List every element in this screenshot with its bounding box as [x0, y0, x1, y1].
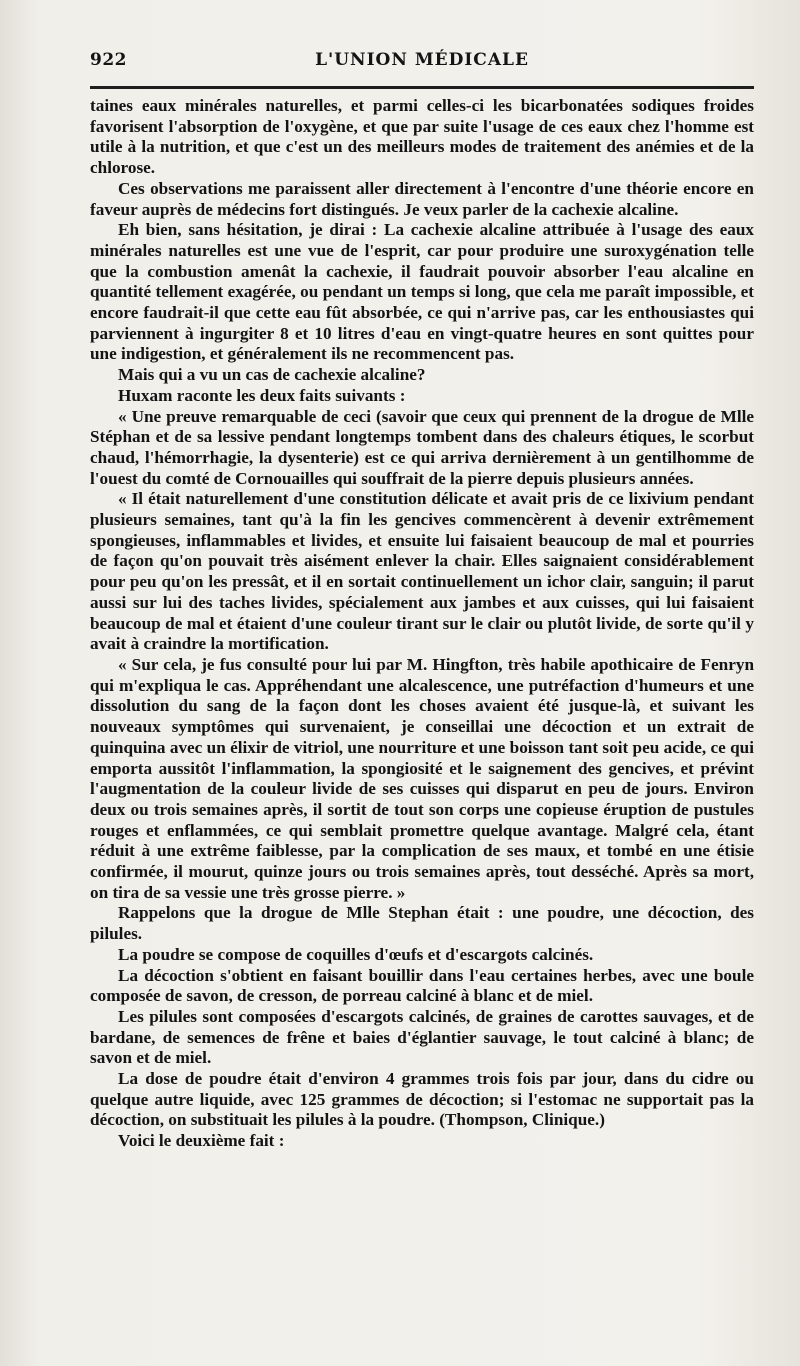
page-number: 922 [90, 50, 127, 70]
page-header [90, 50, 754, 80]
paragraph: Rappelons que la drogue de Mlle Stephan était : une poudre, une décoction, des pilules. [90, 903, 754, 944]
article-body [90, 96, 754, 1152]
header-rule [90, 86, 754, 89]
paragraph: Voici le deuxième fait : [118, 1131, 285, 1151]
paragraph: Mais qui a vu un cas de cachexie alcaline? [118, 365, 426, 385]
paragraph: taines eaux minérales naturelles, et parmi celles-ci les bicarbonatées sodiques froides favorisent l'absorption de l'oxygène, et que par suite l'usage de ces eaux chez l'homme est utile à la nutrition, et que c'est un des meilleurs modes de traitement des anémies et de la chlorose. [90, 96, 754, 178]
paragraph: La poudre se compose de coquilles d'œufs et d'escargots calcinés. [118, 944, 594, 964]
paragraph: La dose de poudre était d'environ 4 grammes trois fois par jour, dans du cidre ou quelque autre liquide, avec 125 grammes de décoction; si l'estomac ne supportait pas la décoction, on substituait les pilules à la poudre. (Thompson, Clinique.) [90, 1069, 754, 1130]
quote-paragraph: « Une preuve remarquable de ceci (savoir que ceux qui prennent de la drogue de Mlle Stéphan et de sa lessive pendant longtemps tombent dans des chaleurs étiques, le scorbut chaud, l'hémorrhagie, la dysenterie) est ce qui arriva dernièrement à un gentilhomme de l'ouest du comté de Cornouailles qui souffrait de la pierre depuis plusieurs années. [90, 406, 754, 488]
quote-paragraph: « Sur cela, je fus consulté pour lui par M. Hingfton, très habile apothicaire de Fenryn qui m'expliqua le cas. Appréhendant une alcalescence, une putréfaction d'humeurs et une dissolution du sang de la façon dont les choses avaient été jusque-là, et suivant les nouveaux symptômes qui survenaient, je conseillai une décoction et un extrait de quinquina avec un élixir de vitriol, une nourriture et une boisson tant soit peu acide, ce qui emporta aussitôt l'inflammation, la spongiosité et le saignement des gencives, et prévint l'augmentation de la couleur livide de ses cuisses qui disparut en peu de jours. Environ deux ou trois semaines après, il sortit de tout son corps une copieuse éruption de pustules rouges et enflammées, ce qui semblait promettre quelque avantage. Malgré cela, étant réduit à une extrême faiblesse, par la complication de ses maux, et tombé en une étisie confirmée, il mourut, quinze jours ou trois semaines après, tout desséché. Après sa mort, on tira de sa vessie une très grosse pierre. » [90, 654, 754, 902]
paragraph: Ces observations me paraissent aller directement à l'encontre d'une théorie encore en faveur auprès de médecins fort distingués. Je veux parler de la cachexie alcaline. [90, 178, 754, 219]
paragraph: La décoction s'obtient en faisant bouillir dans l'eau certaines herbes, avec une boule composée de savon, de cresson, de porreau calciné à blanc et de miel. [90, 965, 754, 1006]
paragraph: Eh bien, sans hésitation, je dirai : La cachexie alcaline attribuée à l'usage des eaux minérales naturelles est une vue de l'esprit, car pour produire une suroxygénation telle que la combustion amenât la cachexie, il faudrait pouvoir absorber l'eau alcaline en quantité tellement exagérée, ou pendant un temps si long, que cela me paraît impossible, et encore faudrait-il que cette eau fût absorbée, ce qui n'arrive pas, car les enthousiastes qui parviennent à ingurgiter 8 et 10 litres d'eau en vingt-quatre heures en sont quittes pour une indigestion, et généralement ils ne recommencent pas. [90, 220, 754, 364]
paragraph: Les pilules sont composées d'escargots calcinés, de graines de carottes sauvages, et de bardane, de semences de frêne et baies d'églantier sauvage, le tout calciné à blanc; de savon et de miel. [90, 1006, 754, 1068]
paragraph: Huxam raconte les deux faits suivants : [118, 385, 406, 405]
quote-paragraph: « Il était naturellement d'une constitution délicate et avait pris de ce lixivium pendant plusieurs semaines, tant qu'à la fin les gencives commencèrent à devenir extrêmement spongieuses, inflammables et livides, et ensuite lui faisaient beaucoup de mal et pourries de façon qu'on pouvait très aisément enlever la chair. Elles saignaient considérablement pour peu qu'on les pressât, et il en sortait continuellement un ichor clair, sanguin; il parut aussi sur lui des taches livides, spécialement aux jambes et aux cuisses, qui lui faisaient beaucoup de mal et étaient d'une couleur tirant sur le clair ou plutôt livide, de sorte qu'il y avait à craindre la mortification. [90, 489, 754, 654]
journal-title: L'UNION MÉDICALE [315, 50, 529, 70]
